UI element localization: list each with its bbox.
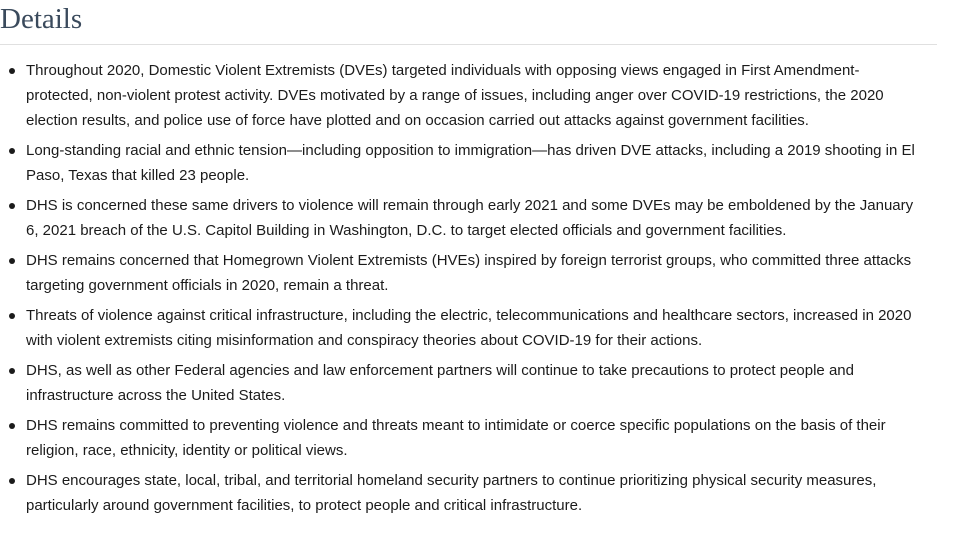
bullet-item-partners: DHS encourages state, local, tribal, and territorial homeland security partners to continue prioritizing physical security measures, particularly around government facilities, to protect people and critical infrastructure.: [26, 468, 926, 518]
bullet-item-hve-threat: DHS remains concerned that Homegrown Violent Extremists (HVEs) inspired by foreign terrorist groups, who committed three attacks targeting government officials in 2020, remain a threat.: [26, 248, 926, 298]
section-heading: Details: [0, 3, 83, 35]
bullet-item-racial-tension: Long-standing racial and ethnic tension—including opposition to immigration—has driven DVE attacks, including a 2019 shooting in El Paso, Texas that killed 23 people.: [26, 138, 926, 188]
bullet-item-drivers-2021: DHS is concerned these same drivers to violence will remain through early 2021 and some DVEs may be emboldened by the January 6, 2021 breach of the U.S. Capitol Building in Washington, D.C. to target elected officials and government facilities.: [26, 193, 926, 243]
details-bullet-list: [26, 58, 926, 523]
bullet-item-precautions: DHS, as well as other Federal agencies and law enforcement partners will continue to take precautions to protect people and infrastructure across the United States.: [26, 358, 926, 408]
bullet-item-critical-infrastructure: Threats of violence against critical infrastructure, including the electric, telecommunications and healthcare sectors, increased in 2020 with violent extremists citing misinformation and conspiracy theories about COVID-19 for their actions.: [26, 303, 926, 353]
bullet-item-dve-2020: Throughout 2020, Domestic Violent Extremists (DVEs) targeted individuals with opposing views engaged in First Amendment-protected, non-violent protest activity. DVEs motivated by a range of issues, including anger over COVID-19 restrictions, the 2020 election results, and police use of force have plotted and on occasion carried out attacks against government facilities.: [26, 58, 926, 133]
heading-divider: [0, 44, 937, 45]
bullet-item-committed: DHS remains committed to preventing violence and threats meant to intimidate or coerce specific populations on the basis of their religion, race, ethnicity, identity or political views.: [26, 413, 926, 463]
